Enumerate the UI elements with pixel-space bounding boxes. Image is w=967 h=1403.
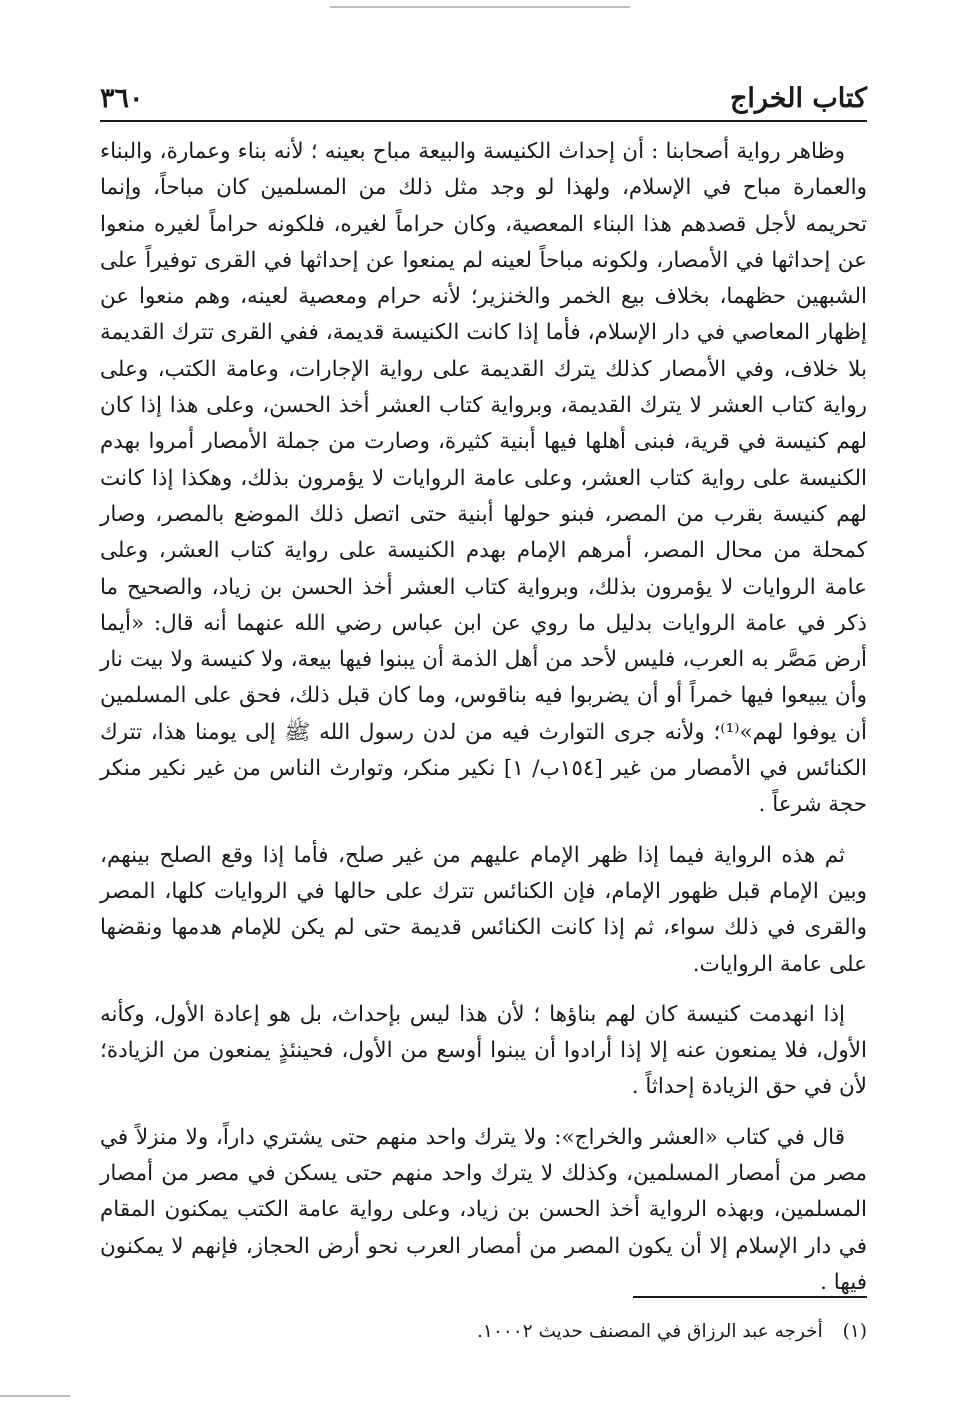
running-title: كتاب الخراج <box>729 83 867 114</box>
page-number: ٣٦٠ <box>100 83 144 114</box>
paragraph: إذا انهدمت كنيسة كان لهم بناؤها ؛ لأن هذا ليس بإحداث، بل هو إعادة الأول، وكأنه الأول، فلا يمنعون عنه إلا إذا أرادوا أن يبنوا أوسع من الأول، فحينئذٍ يمنعون من الزيادة؛ لأن في حق الزيادة إحداثاً . <box>100 1001 867 1100</box>
scan-top-edge <box>330 6 630 8</box>
paragraph: وظاهر رواية أصحابنا : أن إحداث الكنيسة والبيعة مباح بعينه ؛ لأنه بناء وعمارة، والبناء والعمارة مباح في الإسلام، ولهذا لو وجد مثل ذلك من المسلمين كان مباحاً، وإنما تحريمه لأجل قصدهم هذا البناء المعصية، وكان حراماً لغيره، فلكونه حراماً لغيره منعوا عن إحداثها في الأمصار، ولكونه مباحاً لعينه لم يمنعوا عن إحداثها في القرى توفيراً على الشبهين حظهما، بخلاف بيع الخمر والخنزير؛ لأنه حرام ومعصية لعينه، وهم منعوا عن إظهار المعاصي في دار الإسلام، فأما إذا كانت الكنيسة قديمة، ففي القرى تترك القديمة بلا خلاف، وفي الأمصار كذلك يترك القديمة على رواية الإجارات، وعامة الكتب، وعلى رواية كتاب العشر لا يترك القديمة، وبرواية كتاب العشر أخذ الحسن، وعلى هذا إذا كان لهم كنيسة في قرية، فبنى أهلها فيها أبنية كثيرة، وصارت من جملة الأمصار أمروا بهدم الكنيسة على رواية كتاب العشر، وعلى عامة الروايات لا يؤمرون بذلك، وهكذا إذا كانت لهم كنيسة بقرب من المصر، فبنو حولها أبنية حتى اتصل ذلك الموضع بالمصر، وصار كمحلة من محال المصر، أمرهم الإمام بهدم الكنيسة على رواية كتاب العشر، وعلى عامة الروايات لا يؤمرون بذلك، وبرواية كتاب العشر أخذ الحسن بن زياد، والصحيح ما ذكر في عامة الروايات بدليل ما روي عن ابن عباس رضي الله عنهما أنه قال: «أيما أرض مَصَّر به العرب، فليس لأحد من أهل الذمة أن يبنوا فيها بيعة، ولا كنيسة ولا بيت نار وأن يبيعوا فيها خمراً أو أن يضربوا فيه بناقوس، وما كان قبل ذلك، فحق على المسلمين أن يوفوا لهم»⁽¹⁾؛ ولأنه جرى التوارث فيه من لدن رسول الله ﷺ إلى يومنا هذا، تترك الكنائس في الأمصار من غير [١٥٤ب/ ١] نكير منكر، وتوارث الناس من غير نكير منكر حجة شرعاً . <box>100 139 867 818</box>
footnote-number: (١) <box>842 1321 867 1342</box>
footnote <box>100 1318 867 1346</box>
scan-bottom-edge <box>0 1395 70 1397</box>
main-text <box>100 134 867 1315</box>
footnote-separator <box>633 1296 867 1298</box>
page-header <box>100 70 867 122</box>
paragraph: قال في كتاب «العشر والخراج»: ولا يترك واحد منهم حتى يشتري داراً، ولا منزلاً في مصر من أمصار المسلمين، وكذلك لا يترك واحد منهم حتى يسكن في مصر من أمصار المسلمين، وبهذه الرواية أخذ الحسن بن زياد، وعلى رواية عامة الكتب يمكنون المقام في دار الإسلام إلا أن يكون المصر من أمصار العرب نحو أرض الحجاز، فإنهم لا يمكنون فيها . <box>100 1124 867 1295</box>
paragraph: ثم هذه الرواية فيما إذا ظهر الإمام عليهم من غير صلح، فأما إذا وقع الصلح بينهم، وبين الإمام قبل ظهور الإمام، فإن الكنائس تترك على حالها في الروايات كلها، المصر والقرى في ذلك سواء، ثم إذا كانت الكنائس قديمة حتى لم يكن للإمام هدمها ونقضها على عامة الروايات. <box>100 842 867 977</box>
footnote-text: أخرجه عبد الرزاق في المصنف حديث ١٠٠٠٢. <box>477 1321 823 1342</box>
